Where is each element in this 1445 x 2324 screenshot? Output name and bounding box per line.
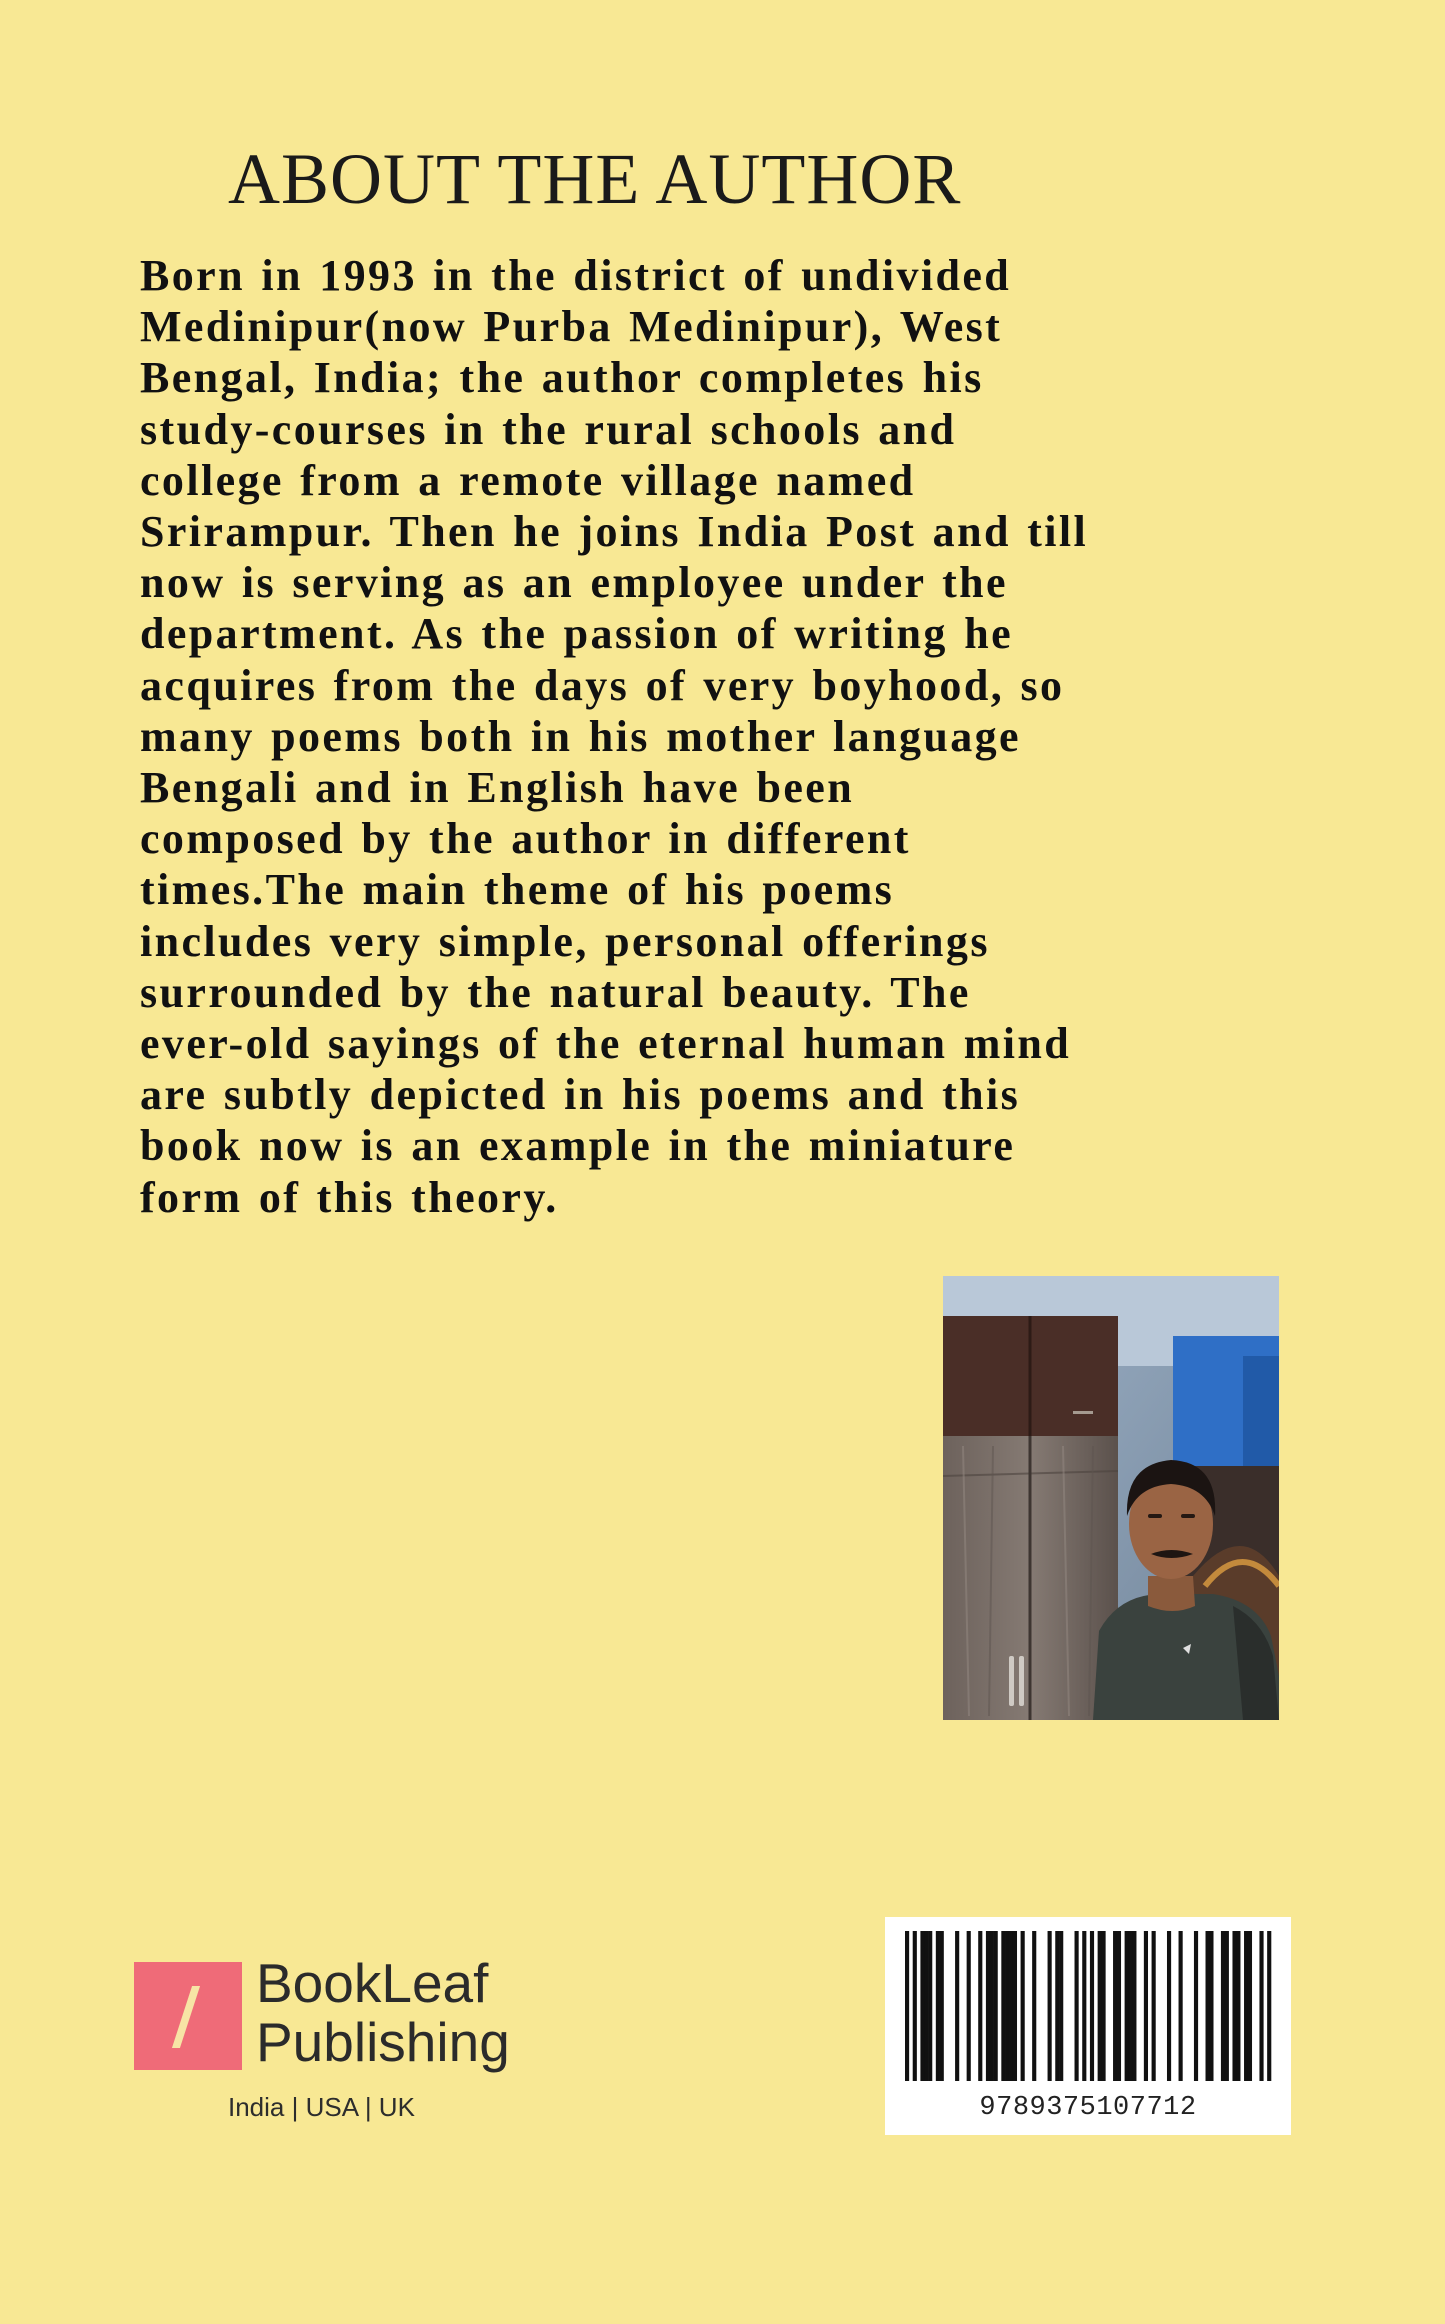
barcode-bar [1128, 1931, 1132, 2081]
bio-line: Medinipur(now Purba Medinipur), West [140, 302, 1003, 352]
barcode-bar [1179, 1931, 1183, 2081]
barcode-bar [1021, 1931, 1025, 2081]
barcode-bar [967, 1931, 971, 2081]
barcode-bar [1048, 1931, 1052, 2081]
publisher-name-line1: BookLeaf [256, 1952, 489, 2014]
barcode-bar [1221, 1931, 1225, 2081]
barcode-bar [1125, 1931, 1129, 2081]
barcode-bar [920, 1931, 924, 2081]
barcode-bar [955, 1931, 959, 2081]
isbn-number: 9789375107712 [979, 2093, 1197, 2123]
barcode-bar [1225, 1931, 1229, 2081]
bio-line: Bengali and in English have been [140, 763, 855, 813]
bio-line: study-courses in the rural schools and [140, 404, 957, 454]
barcode-bar [1082, 1931, 1086, 2081]
author-bio [140, 250, 1370, 1223]
barcode-bar [1206, 1931, 1210, 2081]
bio-line: Bengal, India; the author completes his [140, 353, 984, 403]
barcode-bar [1005, 1931, 1009, 2081]
bio-line: times.The main theme of his poems [140, 865, 895, 915]
barcode-bar [1209, 1931, 1213, 2081]
bio-line: includes very simple, personal offerings [140, 916, 990, 966]
barcode-bar [1101, 1931, 1105, 2081]
publisher-regions: India | USA | UK [228, 2092, 415, 2122]
publisher-name [256, 1954, 510, 2072]
barcode-bar [1132, 1931, 1136, 2081]
bio-line: acquires from the days of very boyhood, so [140, 660, 1065, 710]
bio-line: Born in 1993 in the district of undivided [140, 251, 1012, 300]
publisher-logo [134, 1952, 554, 2132]
barcode-bar [924, 1931, 928, 2081]
barcode-bar [1167, 1931, 1171, 2081]
barcode-bar [1113, 1931, 1117, 2081]
publisher-name-line2: Publishing [256, 2011, 510, 2073]
bio-line: composed by the author in different [140, 814, 911, 864]
barcode-bar [1117, 1931, 1121, 2081]
barcode-bar [1259, 1931, 1263, 2081]
barcode-bar [1032, 1931, 1036, 2081]
barcode-bar [1152, 1931, 1156, 2081]
barcode-bar [1013, 1931, 1017, 2081]
publisher-mark-icon [134, 1962, 242, 2070]
bio-line: department. As the passion of writing he [140, 609, 1014, 659]
bio-line: form of this theory. [140, 1172, 559, 1222]
bio-line: college from a remote village named [140, 455, 916, 505]
barcode-bar [940, 1931, 944, 2081]
barcode-bar [1001, 1931, 1005, 2081]
bio-line: are subtly depicted in his poems and this [140, 1070, 1021, 1120]
barcode-bar [1009, 1931, 1013, 2081]
barcode-bar [1090, 1931, 1094, 2081]
bio-line: many poems both in his mother language [140, 711, 1021, 761]
barcode-bar [936, 1931, 940, 2081]
barcode-bar [1236, 1931, 1240, 2081]
bio-line: surrounded by the natural beauty. The [140, 967, 971, 1017]
barcode-bar [1232, 1931, 1236, 2081]
isbn-barcode [885, 1917, 1291, 2135]
bio-line: book now is an example in the miniature [140, 1121, 1016, 1171]
bio-line: Srirampur. Then he joins India Post and till [140, 507, 1089, 557]
barcode-bar [1059, 1931, 1063, 2081]
barcode-bar [928, 1931, 932, 2081]
barcode-bar [1194, 1931, 1198, 2081]
barcode-bar [913, 1931, 917, 2081]
barcode-bar [1244, 1931, 1248, 2081]
barcode-bar [994, 1931, 998, 2081]
barcode-bar [905, 1931, 909, 2081]
barcode-bar [1075, 1931, 1079, 2081]
barcode-bar [1267, 1931, 1271, 2081]
barcode-bar [1098, 1931, 1102, 2081]
bio-line: now is serving as an employee under the [140, 558, 1008, 608]
barcode-bar [990, 1931, 994, 2081]
barcode-bar [1055, 1931, 1059, 2081]
page-title: ABOUT THE AUTHOR [228, 139, 962, 219]
bio-line: ever-old sayings of the eternal human mind [140, 1019, 1072, 1069]
barcode-bar [986, 1931, 990, 2081]
author-photo [943, 1276, 1279, 1720]
barcode-bar [1248, 1931, 1252, 2081]
barcode-bar [1144, 1931, 1148, 2081]
barcode-bar [978, 1931, 982, 2081]
